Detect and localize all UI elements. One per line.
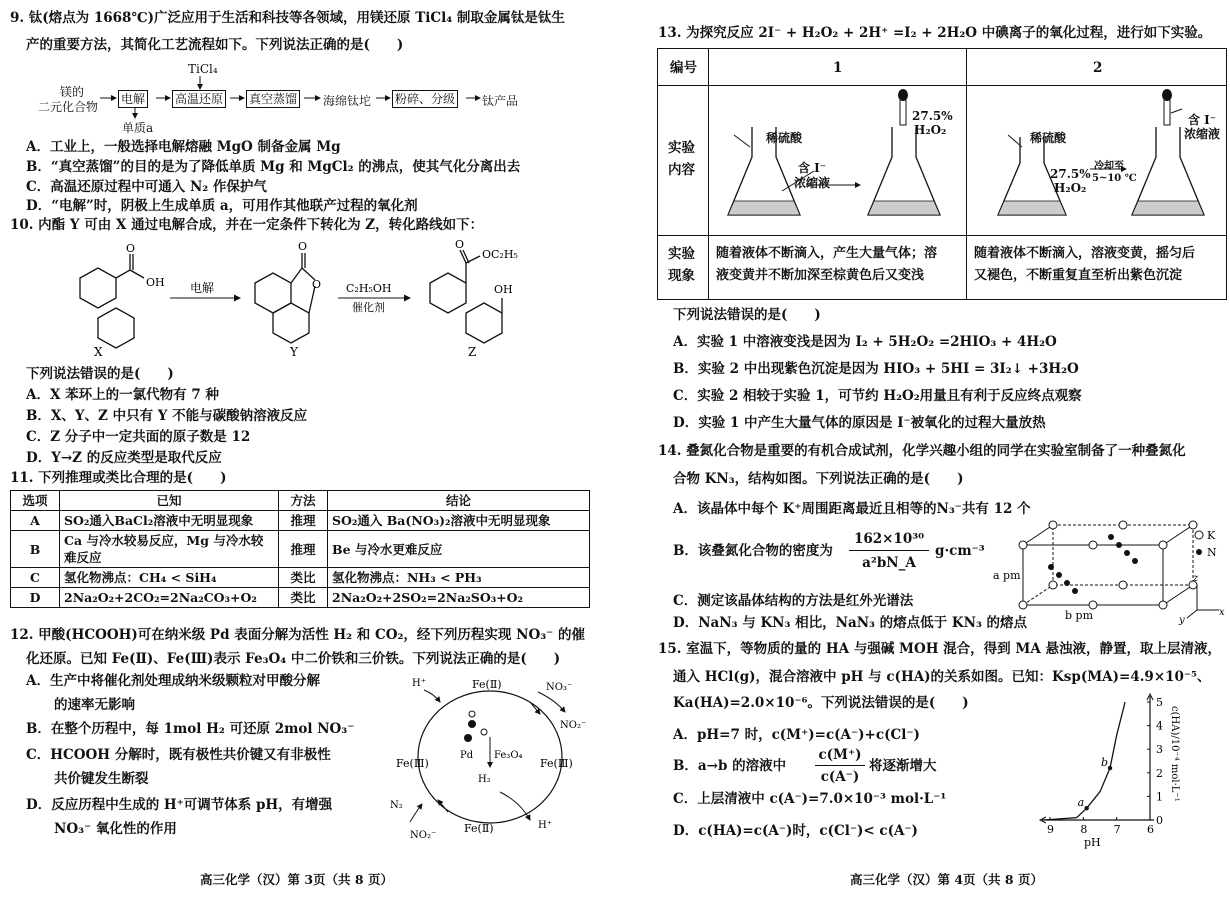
q10-option-d: D．Y→Z 的反应类型是取代反应 <box>26 450 222 466</box>
molecule-atom <box>464 734 472 742</box>
th-conclusion: 结论 <box>328 491 590 511</box>
y-tick-label: 3 <box>1156 743 1163 757</box>
x-atom-o: O <box>126 242 136 255</box>
q12-option-a: A．生产中将催化剂处理成纳米级颗粒对甲酸分解 <box>26 673 320 689</box>
exp2-cool2: 5~10 ℃ <box>1092 173 1137 184</box>
q15-option-b-suffix: 将逐渐增大 <box>869 758 937 774</box>
q11-stem: 11. 下列推理或类比合理的是( ) <box>10 470 227 486</box>
q13-header-no: 编号 <box>670 60 697 76</box>
label-x: X <box>94 345 103 356</box>
q10-option-c: C．Z 分子中一定共面的原子数是 12 <box>26 429 251 445</box>
q12-option-c-cont: 共价键发生断裂 <box>54 771 149 787</box>
q12-option-b: B．在整个历程中，每 1mol H₂ 可还原 2mol NO₃⁻ <box>26 721 355 737</box>
flow-step-electrolysis: 电解 <box>118 90 148 108</box>
right-page <box>615 0 1230 900</box>
q14-density-unit: g·cm⁻³ <box>935 543 985 559</box>
q12-stem-line2: 化还原。已知 Fe(Ⅱ)、Fe(Ⅲ)表示 Fe₃O₄ 中二价铁和三价铁。下列说法正确的是( ) <box>26 651 561 667</box>
z-atom-o: O <box>455 238 465 251</box>
cell-known: 2Na₂O₂+2CO₂=2Na₂CO₃+O₂ <box>60 588 279 608</box>
x-tick-label: 7 <box>1113 823 1121 836</box>
k-ions <box>1019 521 1197 609</box>
label-b-pm: b pm <box>1065 609 1094 622</box>
q13-header-2: 2 <box>1093 60 1103 76</box>
legend-k: K <box>1207 529 1216 542</box>
q11-table <box>10 490 590 608</box>
q9-stem-line1: 9. 钛(熔点为 1668℃)广泛应用于生活和科技等各领域，用镁还原 TiCl₄ 制取金属钛是钛生 <box>10 10 565 26</box>
diag-fe3o4: Fe₃O₄ <box>494 750 523 761</box>
q13-obs1-line1: 随着液体不断滴入，产生大量气体；溶 <box>716 246 938 261</box>
molecule-x <box>80 254 144 348</box>
table-row <box>11 511 590 531</box>
cell-known: SO₂通入BaCl₂溶液中无明显现象 <box>60 511 279 531</box>
q13-obs2-line1: 随着液体不断滴入，溶液变黄，摇匀后 <box>974 246 1196 261</box>
y-tick-label: 4 <box>1156 719 1163 733</box>
q13-option-c: C．实验 2 相较于实验 1，可节约 H₂O₂用量且有利于反应终点观察 <box>673 388 1082 404</box>
flow-start-1: 镁的 <box>60 85 85 99</box>
cell-conclusion: 氢化物沸点：NH₃ < PH₃ <box>328 568 590 588</box>
q14-option-b: B．该叠氮化合物的密度为 <box>673 543 833 559</box>
flow-input-ticl4: TiCl₄ <box>188 62 218 76</box>
cell-known: 氢化物沸点：CH₄ < SiH₄ <box>60 568 279 588</box>
molecule-z <box>430 250 502 343</box>
table-row <box>11 531 590 568</box>
q12-option-a-cont: 的速率无影响 <box>54 697 135 713</box>
th-known: 已知 <box>60 491 279 511</box>
diag-no2-right: NO₂⁻ <box>560 720 587 731</box>
q13-table <box>657 48 1227 300</box>
diag-fe3-left: Fe(Ⅲ) <box>396 757 429 770</box>
q13-question: 下列说法错误的是( ) <box>673 307 821 323</box>
exp1-solution1: 含 I⁻ <box>798 161 827 175</box>
q14-stem-line1: 14. 叠氮化合物是重要的有机合成试剂，化学兴趣小组的同学在实验室制备了一种叠氮化 <box>658 443 1186 459</box>
y-atom-o-ring: O <box>312 278 322 291</box>
flow-end: 钛产品 <box>482 94 519 108</box>
q9-option-d: D．“电解”时，阴极上生成单质 a，可用作其他联产过程的氧化剂 <box>26 198 418 214</box>
diag-fe3-right: Fe(Ⅲ) <box>540 757 573 770</box>
flow-sponge: 海绵钛坨 <box>323 94 372 108</box>
z-atom-oc2h5: OC₂H₅ <box>482 248 518 261</box>
arrow2-bottom: 催化剂 <box>352 301 385 314</box>
q12-option-d-cont: NO₃⁻ 氧化性的作用 <box>54 821 177 837</box>
q15-option-b-denominator: c(A⁻) <box>820 769 860 785</box>
q9-option-c: C．高温还原过程中可通入 N₂ 作保护气 <box>26 179 267 195</box>
cell-conclusion: 2Na₂O₂+2SO₂=2Na₂SO₃+O₂ <box>328 588 590 608</box>
diag-no2-bottom: NO₂⁻ <box>410 830 437 841</box>
y-axis-label: c(HA)/10⁻⁴ mol·L⁻¹ <box>1169 706 1180 802</box>
x-tick-label: 9 <box>1047 823 1054 836</box>
axis-z: z <box>1193 573 1199 584</box>
q13-obs2-line2: 又褪色，不断重复直至析出紫色沉淀 <box>974 268 1183 283</box>
flow-step-reduction: 高温还原 <box>172 90 226 108</box>
q10-stem: 10. 内酯 Y 可由 X 通过电解合成，并在一定条件下转化为 Z，转化路线如下： <box>10 217 484 233</box>
table-header-row <box>11 491 590 511</box>
x-axis-label: pH <box>1084 836 1101 849</box>
y-tick-label: 1 <box>1156 790 1163 804</box>
q14-density-numerator: 162×10³⁰ <box>853 531 925 547</box>
diag-fe2-top: Fe(Ⅱ) <box>472 678 502 691</box>
q9-stem-line2: 产的重要方法，其简化工艺流程如下。下列说法正确的是( ) <box>26 37 404 53</box>
cell-key: B <box>11 531 60 568</box>
point-label-a: a <box>1077 796 1085 810</box>
q13-stem: 13. 为探究反应 2I⁻ + H₂O₂ + 2H⁺ =I₂ + 2H₂O 中碘离子的氧化过程，进行如下实验。 <box>658 25 1212 41</box>
exp2-solution2: 浓缩液 <box>1184 127 1221 141</box>
legend-k-marker <box>1195 531 1203 539</box>
exp2-reagent1: 27.5% <box>1050 167 1091 181</box>
exp2-cool1: 冷却至 <box>1094 161 1124 172</box>
q13-option-b: B．实验 2 中出现紫色沉淀是因为 HIO₃ + 5HI = 3I₂↓ +3H₂O <box>673 361 1079 377</box>
molecule-atom <box>469 711 475 717</box>
q14-fraction-bar <box>849 550 929 551</box>
x-tick-label: 8 <box>1080 823 1088 836</box>
th-method: 方法 <box>279 491 328 511</box>
q13-obs1-line2: 液变黄并不断加深至棕黄色后又变浅 <box>716 268 925 283</box>
q10-reaction-scheme <box>40 238 580 356</box>
q15-stem-line3: Ka(HA)=2.0×10⁻⁶。下列说法错误的是( ) <box>673 695 969 711</box>
q13-header-1: 1 <box>833 60 843 76</box>
flow-output-a: 单质a <box>122 121 154 135</box>
legend-n: N <box>1207 546 1217 559</box>
cell-method: 推理 <box>279 531 328 568</box>
q15-stem-line1: 15. 室温下，等物质的量的 HA 与强碱 MOH 混合，得到 MA 悬浊液，静置，取上层清液， <box>658 641 1221 657</box>
q15-option-d: D．c(HA)=c(A⁻)时，c(Cl⁻)< c(A⁻) <box>673 823 918 839</box>
y-tick-label: 0 <box>1156 814 1163 827</box>
exp1-reagent1: 27.5% <box>912 109 953 123</box>
q15-option-b-fraction-bar <box>815 765 865 766</box>
flow-arrows <box>0 60 520 130</box>
q14-option-c: C．测定该晶体结构的方法是红外光谱法 <box>673 593 914 609</box>
label-z: Z <box>468 345 477 356</box>
q15-option-b-numerator: c(M⁺) <box>818 747 862 763</box>
q15-chart <box>1020 690 1215 855</box>
x-tick-label: 6 <box>1147 823 1154 836</box>
label-a-pm: a pm <box>993 569 1021 582</box>
q13-option-a: A．实验 1 中溶液变浅是因为 I₂ + 5H₂O₂ =2HIO₃ + 4H₂O <box>673 334 1057 350</box>
diag-h-plus-top: H⁺ <box>412 678 426 689</box>
y-tick-label: 5 <box>1156 696 1163 709</box>
q12-cycle-diagram <box>380 672 600 842</box>
th-option: 选项 <box>11 491 60 511</box>
q13-row2-label2: 现象 <box>668 268 695 284</box>
cell-key: C <box>11 568 60 588</box>
arrow1-label: 电解 <box>190 281 215 295</box>
q15-stem-line2: 通入 HCl(g)，混合溶液中 pH 与 c(HA)的关系如图。已知：Ksp(MA)=4.9×10⁻⁵、 <box>673 669 1211 685</box>
arrow2-top: C₂H₅OH <box>346 282 392 295</box>
q12-stem-line1: 12. 甲酸(HCOOH)可在纳米级 Pd 表面分解为活性 H₂ 和 CO₂，经下列历程实现 NO₃⁻ 的催 <box>10 627 585 643</box>
q15-option-c: C．上层清液中 c(A⁻)=7.0×10⁻³ mol·L⁻¹ <box>673 791 947 807</box>
table-row <box>11 588 590 608</box>
q13-row1-label1: 实验 <box>668 140 695 156</box>
left-footer: 高三化学（汉）第 3页（共 8 页） <box>200 872 393 887</box>
q9-option-b: B．“真空蒸馏”的目的是为了降低单质 Mg 和 MgCl₂ 的沸点，使其气化分离出去 <box>26 159 521 175</box>
q14-density-denominator: a²bN_A <box>862 555 916 571</box>
exp1-acid: 稀硫酸 <box>766 131 803 145</box>
cell-method: 类比 <box>279 588 328 608</box>
exp2-acid: 稀硫酸 <box>1030 131 1067 145</box>
molecule-atom <box>481 729 487 735</box>
q9-option-a: A．工业上，一般选择电解熔融 MgO 制备金属 Mg <box>26 139 341 155</box>
exp2-solution1: 含 I⁻ <box>1188 113 1217 127</box>
q15-option-a: A．pH=7 时，c(M⁺)=c(A⁻)+c(Cl⁻) <box>673 727 920 743</box>
axes-icon <box>1187 585 1219 618</box>
table-row <box>11 568 590 588</box>
label-y: Y <box>290 345 298 356</box>
cell-key: D <box>11 588 60 608</box>
cell-key: A <box>11 511 60 531</box>
q15-option-b-prefix: B．a→b 的溶液中 <box>673 758 787 774</box>
q14-option-a: A．该晶体中每个 K⁺周围距离最近且相等的N₃⁻共有 12 个 <box>673 501 1031 517</box>
axis-y: y <box>1179 615 1185 625</box>
cell-method: 类比 <box>279 568 328 588</box>
exp1-solution2: 浓缩液 <box>794 176 831 190</box>
cell-method: 推理 <box>279 511 328 531</box>
q10-option-a: A．X 苯环上的一氯代物有 7 种 <box>26 387 219 403</box>
flow-start-2: 二元化合物 <box>38 100 99 114</box>
q10-question: 下列说法错误的是( ) <box>26 366 174 382</box>
y-atom-o-carbonyl: O <box>298 240 308 253</box>
point-label-b: b <box>1101 756 1109 770</box>
q13-option-d: D．实验 1 中产生大量气体的原因是 I⁻被氧化的过程大量放热 <box>673 415 1046 431</box>
flow-step-distill: 真空蒸馏 <box>246 90 300 108</box>
q14-crystal-diagram <box>993 515 1225 625</box>
diag-no3: NO₃⁻ <box>546 682 573 693</box>
z-atom-oh: OH <box>494 283 513 296</box>
q12-option-c: C．HCOOH 分解时，既有极性共价键又有非极性 <box>26 747 331 763</box>
legend-n-marker <box>1196 549 1202 555</box>
point-a <box>1084 806 1088 810</box>
y-tick-label: 2 <box>1156 766 1163 780</box>
q13-row2-label1: 实验 <box>668 246 695 262</box>
q14-stem-line2: 合物 KN₃，结构如图。下列说法正确的是( ) <box>673 471 964 487</box>
molecule-atom <box>468 720 476 728</box>
diag-h2: H₂ <box>478 774 491 785</box>
cell-conclusion: Be 与冷水更难反应 <box>328 531 590 568</box>
flow-step-crush: 粉碎、分级 <box>392 90 458 108</box>
molecule-y <box>255 253 315 343</box>
cell-known: Ca 与冷水较易反应，Mg 与冷水较难反应 <box>60 531 279 568</box>
diag-pd: Pd <box>460 750 474 761</box>
cell-conclusion: SO₂通入 Ba(NO₃)₂溶液中无明显现象 <box>328 511 590 531</box>
diag-fe2-bottom: Fe(Ⅱ) <box>464 822 494 835</box>
q14-option-d: D．NaN₃ 与 KN₃ 相比，NaN₃ 的熔点低于 KN₃ 的熔点 <box>673 615 1028 631</box>
q10-option-b: B．X、Y、Z 中只有 Y 不能与碳酸钠溶液反应 <box>26 408 308 424</box>
point-b <box>1108 766 1112 770</box>
diag-n2: N₂ <box>390 800 403 811</box>
exp2-reagent2: H₂O₂ <box>1054 181 1087 195</box>
q12-option-d: D．反应历程中生成的 H⁺可调节体系 pH，有增强 <box>26 797 333 813</box>
axis-x: x <box>1219 607 1225 618</box>
right-footer: 高三化学（汉）第 4页（共 8 页） <box>850 872 1043 887</box>
exp1-reagent2: H₂O₂ <box>914 123 947 137</box>
q13-row1-label2: 内容 <box>668 162 695 178</box>
x-atom-oh: OH <box>146 276 165 289</box>
diag-h-plus-bottom: H⁺ <box>538 820 552 831</box>
